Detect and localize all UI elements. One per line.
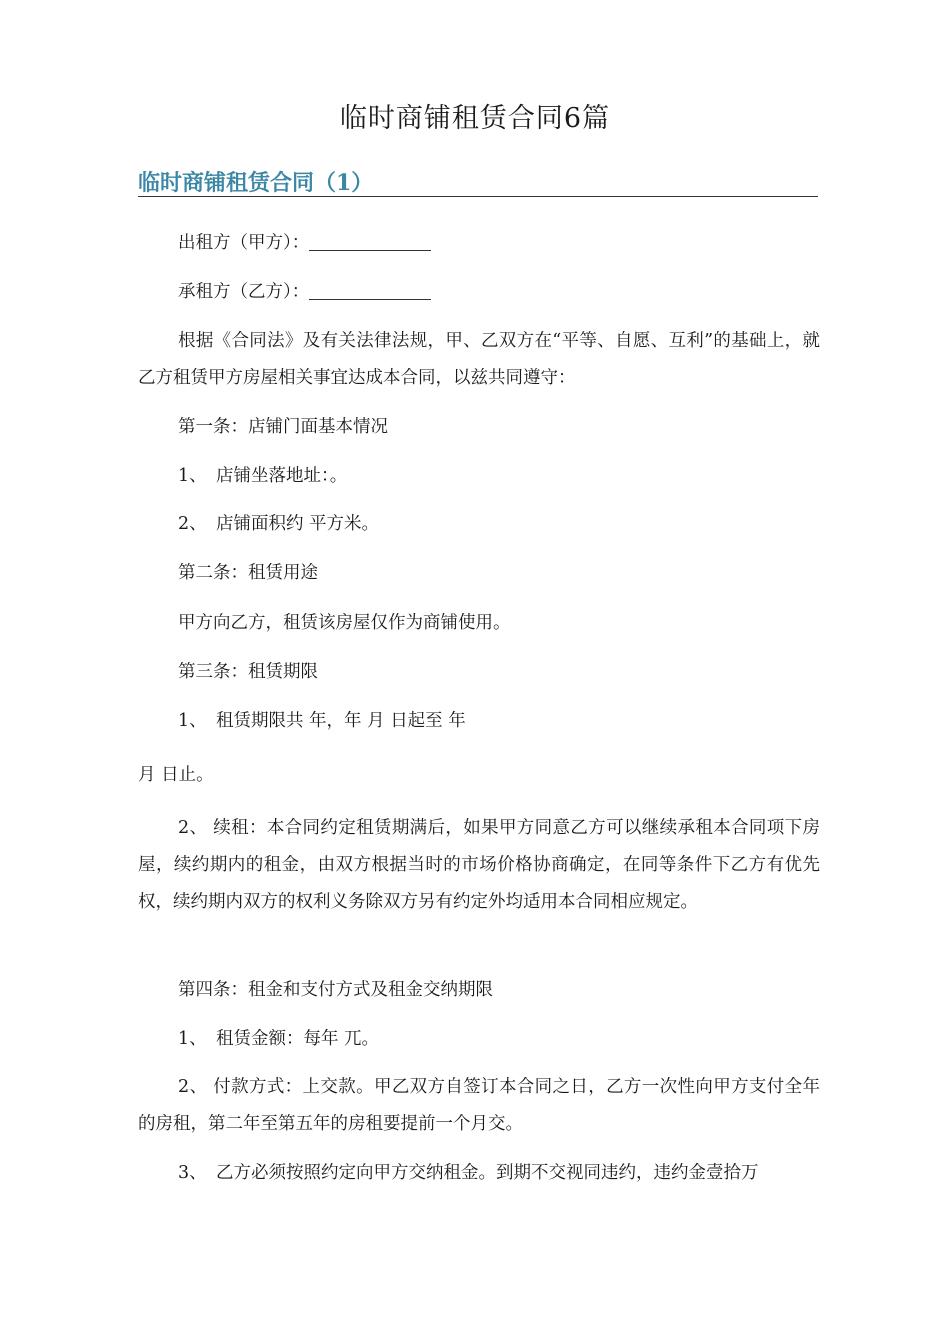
section-heading: 临时商铺租赁合同（1）: [138, 170, 818, 197]
item-number: 1、: [178, 1029, 207, 1049]
article-1-item-1: [178, 458, 347, 495]
item-text: 租赁期限共 年，年 月 日起至 年: [216, 711, 466, 731]
document-title: 临时商铺租赁合同6篇: [339, 103, 611, 134]
lessor-label: 出租方（甲方）：: [178, 233, 310, 253]
article-4-item-2: 2、 付款方式：上交款。甲乙双方自签订本合同之日，乙方一次性向甲方支付全年的房租，第二年至第五年的房租要提前一个月交。: [138, 1077, 820, 1134]
article-4-item-3: [178, 1155, 759, 1192]
item-number: 2、: [178, 514, 207, 534]
item-text: 店铺面积约 平方米。: [216, 514, 380, 534]
item-text: 乙方必须按照约定向甲方交纳租金。到期不交视同违约，违约金壹拾万: [216, 1163, 759, 1183]
article-1-item-2: [178, 506, 379, 543]
article-2-heading: 第二条：租赁用途: [178, 563, 318, 583]
article-3-heading: 第三条：租赁期限: [178, 662, 318, 682]
article-3-item-1-continued: 月 日止。: [138, 765, 214, 785]
lessor-line: [178, 225, 431, 262]
lessor-blank[interactable]: [309, 234, 431, 251]
item-number: 1、: [178, 466, 207, 486]
lessee-blank[interactable]: [309, 283, 431, 300]
preamble-paragraph: 根据《合同法》及有关法律法规，甲、乙双方在“平等、自愿、互利”的基础上，就乙方租赁甲方房屋相关事宜达成本合同，以兹共同遵守：: [138, 331, 820, 388]
lessee-line: [178, 274, 431, 311]
article-3-item-2: 2、 续租：本合同约定租赁期满后，如果甲方同意乙方可以继续承租本合同项下房屋，续约期内的租金，由双方根据当时的市场价格协商确定，在同等条件下乙方有优先权，续约期内双方的权利义务除双方另有约定外均适用本合同相应规定。: [138, 818, 820, 912]
item-text: 租赁金额：每年 兀。: [216, 1029, 380, 1049]
article-1-heading: 第一条：店铺门面基本情况: [178, 417, 388, 437]
article-3-item-1: [178, 703, 466, 740]
item-text: 店铺坐落地址：。: [216, 466, 348, 486]
item-number: 1、: [178, 711, 207, 731]
article-4-item-1: [178, 1021, 379, 1058]
article-2-text: 甲方向乙方，租赁该房屋仅作为商铺使用。: [178, 613, 511, 633]
item-number: 3、: [178, 1163, 207, 1183]
article-4-heading: 第四条：租金和支付方式及租金交纳期限: [178, 980, 493, 1000]
lessee-label: 承租方（乙方）：: [178, 282, 310, 302]
